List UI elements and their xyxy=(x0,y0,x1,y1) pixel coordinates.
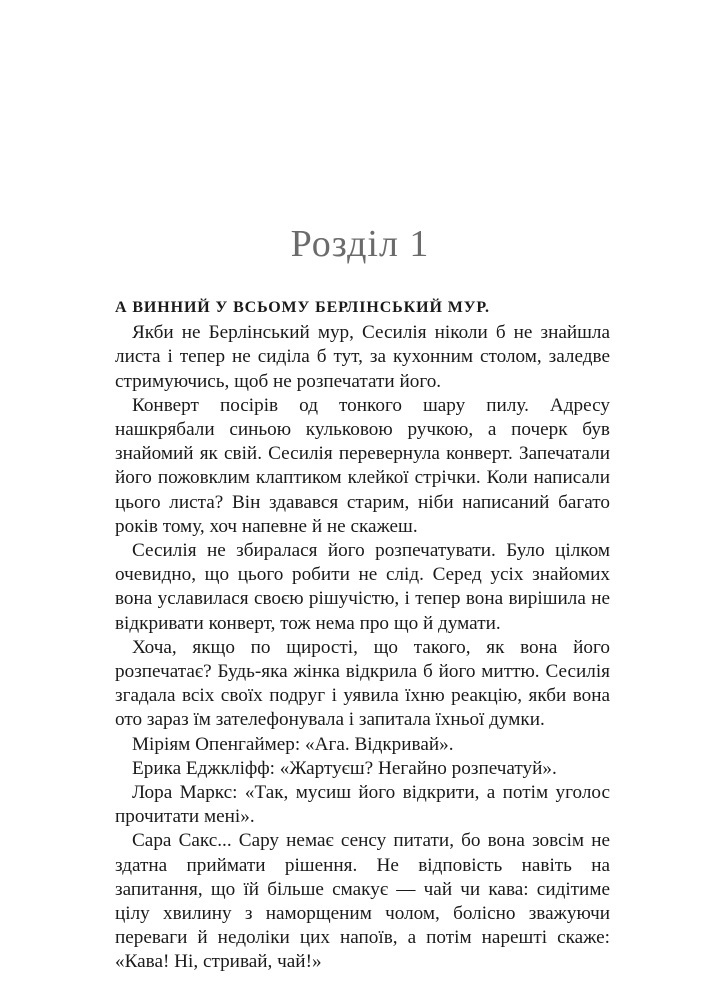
paragraph: Лора Маркс: «Так, мусиш його відкрити, а потім уголос прочитати мені». xyxy=(115,782,610,828)
paragraph: Хоча, якщо по щирості, що такого, як вона його розпечатає? Будь-яка жінка відкрила б його миттю. Сесилія згадала всіх своїх подруг і уявила їхню реакцію, якби вона ото зараз їм зателефонувала і запитала їхньої думки. xyxy=(115,636,610,731)
chapter-title: Розділ 1 xyxy=(290,223,430,265)
paragraph: Сесилія не збиралася його розпечатувати. Було цілком очевидно, що цього робити не слід. Серед усіх знайомих вона уславилася своєю рішучістю, і тепер вона вирішила не відкривати конверт, тож нема про що й думати. xyxy=(115,540,610,634)
chapter-body xyxy=(115,296,610,975)
paragraph: Ерика Еджкліфф: «Жартуєш? Негайно розпечатуй». xyxy=(132,757,557,779)
paragraph: Міріям Опенгаймер: «Ага. Відкривай». xyxy=(132,733,454,755)
paragraph: Сара Сакс... Сару немає сенсу питати, бо вона зовсім не здатна приймати рішення. Не відповість навіть на запитання, що їй більше смакує — чай чи кава: сидітиме цілу хвилину з наморщеним чолом, болісно зважуючи переваги й недоліки цих напоїв, а потім нарешті скаже: «Кава! Ні, стривай, чай!» xyxy=(115,830,610,973)
paragraph: Конверт посірів од тонкого шару пилу. Адресу нашкрябали синьою кульковою ручкою, а почерк був знайомий як свій. Сесилія перевернула конверт. Запечатали його пожовклим клаптиком клейкої стрічки. Коли написали цього листа? Він здавався старим, ніби написаний багато років тому, хоч напевне й не скажеш. xyxy=(115,394,610,537)
lead-sentence: А ВИННИЙ У ВСЬОМУ БЕРЛІНСЬКИЙ МУР. xyxy=(115,299,490,316)
paragraph: Якби не Берлінський мур, Сесилія ніколи б не знайшла листа і тепер не сиділа б тут, за кухонним столом, заледве стримуючись, щоб не розпечатати його. xyxy=(115,322,610,392)
